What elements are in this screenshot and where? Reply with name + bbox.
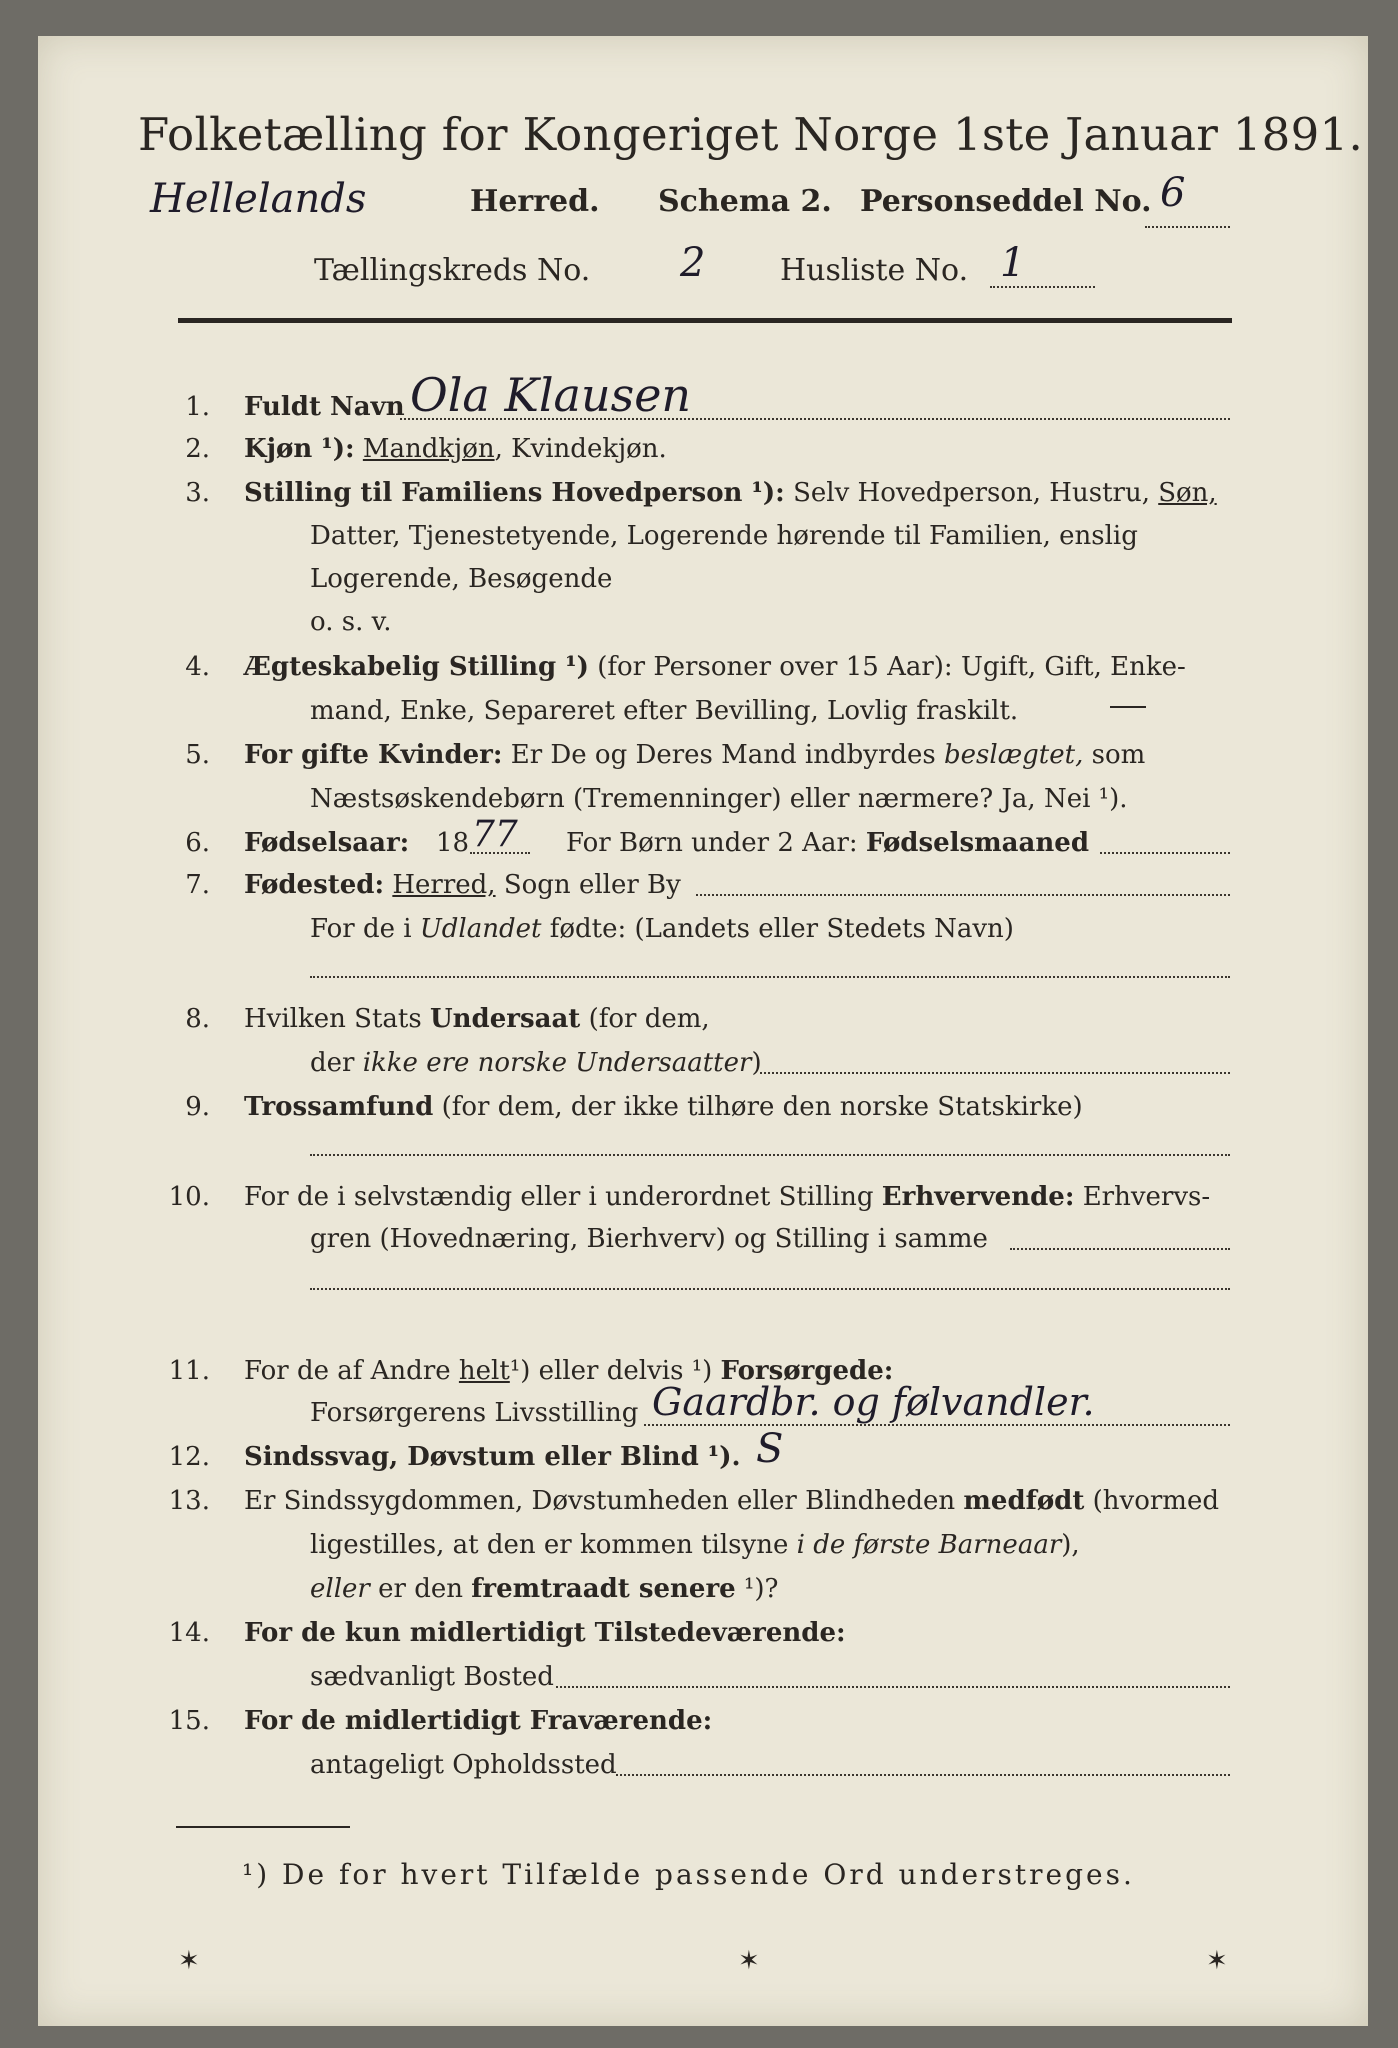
q11-line1a: For de af Andre <box>244 1356 451 1386</box>
q8-line1: (for dem, <box>588 1004 710 1034</box>
corner-mark-center: ✶ <box>738 1946 760 1976</box>
q4-label: Ægteskabelig Stilling ¹) <box>244 652 589 682</box>
husliste-label: Husliste No. <box>780 253 969 288</box>
q7-dotted-line <box>696 894 1230 896</box>
q7-option-herred: Herred, <box>392 870 496 900</box>
q15-line2: antageligt Opholdssted <box>310 1750 617 1780</box>
q15-dotted-line <box>616 1774 1230 1776</box>
q3-line4: o. s. v. <box>310 607 392 637</box>
q13-line3d: ¹)? <box>743 1574 779 1604</box>
personseddel-dotted-line <box>1145 226 1230 228</box>
q3-line3: Logerende, Besøgende <box>310 564 613 594</box>
q8-number: 8. <box>185 1004 210 1034</box>
footnote-rule <box>176 1826 350 1828</box>
q5-line1c: som <box>1091 740 1146 770</box>
q6-label: Fødselsaar: <box>244 828 410 858</box>
corner-mark-right: ✶ <box>1206 1946 1228 1976</box>
kreds-value: 2 <box>680 240 706 286</box>
q5-line1b: beslægtet, <box>944 740 1084 770</box>
q10-extra-dotted-line <box>310 1288 1230 1290</box>
q8-line2c: ) <box>751 1048 762 1078</box>
q8-label-bold: Undersaat <box>429 1004 581 1034</box>
q4-line2: mand, Enke, Separeret efter Bevilling, Lovlig fraskilt. <box>310 696 1019 726</box>
q7-abroad-dotted-line <box>310 976 1230 978</box>
herred-label: Herred. <box>470 184 600 219</box>
q3-number: 3. <box>185 478 210 508</box>
q9-number: 9. <box>185 1092 210 1122</box>
q7-line2a: For de i <box>310 914 412 944</box>
q11-helt: helt <box>458 1356 510 1386</box>
q13-line3c: fremtraadt senere <box>471 1574 736 1604</box>
q13-line2c: ), <box>1061 1530 1080 1560</box>
q13-number: 13. <box>168 1486 210 1516</box>
q15-number: 15. <box>168 1706 210 1736</box>
q11-line2: Forsørgerens Livsstilling <box>310 1398 639 1428</box>
q11-value: Gaardbr. og følvandler. <box>652 1380 1095 1424</box>
q6-rest-bold: Fødselsmaaned <box>865 828 1090 858</box>
q2-label: Kjøn ¹): <box>244 434 355 464</box>
q7-rest: Sogn eller By <box>503 870 681 900</box>
kreds-label: Tællingskreds No. <box>314 253 591 288</box>
q5-label: For gifte Kvinder: <box>244 740 503 770</box>
q11-number: 11. <box>168 1356 210 1386</box>
q6-number: 6. <box>185 828 210 858</box>
q4-number: 4. <box>185 652 210 682</box>
q8-dotted-line <box>760 1072 1230 1074</box>
q9-dotted-line <box>310 1154 1230 1156</box>
herred-value: Hellelands <box>150 176 367 222</box>
q3-line1: Selv Hovedperson, Hustru, <box>793 478 1150 508</box>
q12-label: Sindssvag, Døvstum eller Blind ¹). <box>244 1442 741 1472</box>
schema-label: Schema 2. <box>658 184 832 219</box>
q6-prefix: 18 <box>436 828 470 858</box>
q13-line1a: Er Sindssygdommen, Døvstumheden eller Blindheden <box>244 1486 956 1516</box>
q8-line2a: der <box>310 1048 355 1078</box>
footnote: ¹) De for hvert Tilfælde passende Ord understreges. <box>242 1858 1135 1891</box>
header-rule <box>178 318 1232 323</box>
q14-line2: sædvanligt Bosted <box>310 1662 554 1692</box>
q14-number: 14. <box>168 1618 210 1648</box>
q3-label: Stilling til Familiens Hovedperson ¹): <box>244 478 785 508</box>
q3-line2: Datter, Tjenestetyende, Logerende hørende til Familien, enslig <box>310 521 1138 551</box>
q10-line1a: For de i selvstændig eller i underordnet Stilling <box>244 1182 874 1212</box>
q10-line2: gren (Hovednæring, Bierhverv) og Stilling i samme <box>310 1224 988 1254</box>
husliste-value: 1 <box>1000 240 1026 286</box>
form-title: Folketælling for Kongeriget Norge 1ste Januar 1891. <box>138 108 1364 161</box>
q2-option-mandkjon: Mandkjøn <box>362 434 495 464</box>
q13-line1b: medfødt <box>963 1486 1085 1516</box>
q6-year-dotted-line <box>470 852 530 854</box>
q11-line1b: ¹) eller delvis ¹) <box>509 1356 713 1386</box>
q7-label: Fødested: <box>244 870 385 900</box>
q8-label: Hvilken Stats <box>244 1004 422 1034</box>
q13-line2b: i de første Barneaar <box>796 1530 1062 1560</box>
q8-line2b: ikke ere norske Undersaatter <box>362 1048 752 1078</box>
q6-month-dotted-line <box>1100 852 1230 854</box>
q10-line1c: Erhvervs- <box>1082 1182 1211 1212</box>
q7-line2c: fødte: (Landets eller Stedets Navn) <box>549 914 1014 944</box>
q1-label: Fuldt Navn <box>244 392 405 422</box>
q9-line1: (for dem, der ikke tilhøre den norske Statskirke) <box>441 1092 1083 1122</box>
q14-line1: For de kun midlertidigt Tilstedeværende: <box>244 1618 846 1648</box>
q1-dotted-line <box>400 418 1230 420</box>
personseddel-label: Personseddel No. <box>860 184 1152 219</box>
husliste-dotted-line <box>990 286 1095 288</box>
q9-label: Trossamfund <box>244 1092 434 1122</box>
q6-rest: For Børn under 2 Aar: <box>566 828 858 858</box>
q1-value: Ola Klausen <box>410 368 692 422</box>
q14-dotted-line <box>556 1686 1230 1688</box>
q12-number: 12. <box>168 1442 210 1472</box>
q5-number: 5. <box>185 740 210 770</box>
q13-line2a: ligestilles, at den er kommen tilsyne <box>310 1530 789 1560</box>
personseddel-value: 6 <box>1160 170 1186 216</box>
q4-line1: (for Personer over 15 Aar): Ugift, Gift, Enke- <box>597 652 1186 682</box>
q10-number: 10. <box>168 1182 210 1212</box>
q13-line3b: er den <box>378 1574 463 1604</box>
q15-line1: For de midlertidigt Fraværende: <box>244 1706 713 1736</box>
q2-number: 2. <box>185 434 210 464</box>
q11-dotted-line <box>644 1424 1230 1426</box>
q7-line2b: Udlandet <box>419 914 542 944</box>
q3-option-son: Søn, <box>1158 478 1217 508</box>
q7-number: 7. <box>185 870 210 900</box>
q12-value: S <box>756 1426 784 1472</box>
q13-line3a: eller <box>310 1574 370 1604</box>
q5-line2: Næstsøskendebørn (Tremenninger) eller nærmere? Ja, Nei ¹). <box>310 784 1128 814</box>
q2-option-rest: , Kvindekjøn. <box>494 434 667 464</box>
q5-line1a: Er De og Deres Mand indbyrdes <box>510 740 936 770</box>
q10-line1b: Erhvervende: <box>881 1182 1075 1212</box>
q6-value: 77 <box>472 814 518 855</box>
corner-mark-left: ✶ <box>178 1946 200 1976</box>
q11-line1c: Forsørgede: <box>720 1356 894 1386</box>
q10-dotted-line <box>1010 1248 1230 1250</box>
q13-line1c: (hvormed <box>1092 1486 1219 1516</box>
q1-number: 1. <box>185 392 210 422</box>
q4-pen-mark <box>1110 706 1146 708</box>
